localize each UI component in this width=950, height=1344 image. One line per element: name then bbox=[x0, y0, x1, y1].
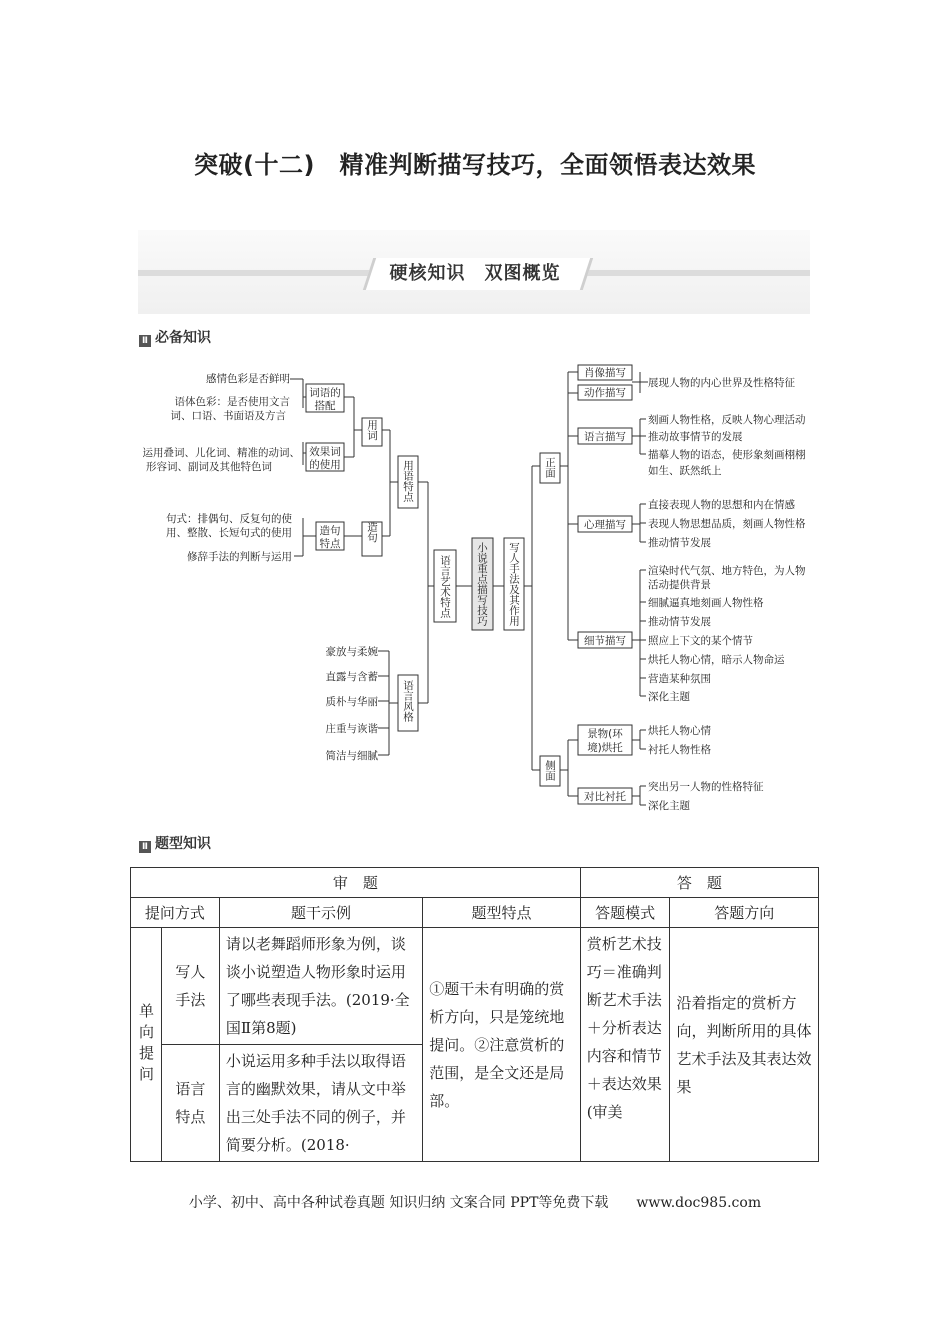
style-text: 豪放与柔婉 bbox=[325, 646, 378, 658]
cell-tedian: ①题干未有明确的赏析方向，只是笼统地提问。②注意赏析的范围，是全文还是局部。 bbox=[423, 928, 580, 1162]
cell-example-1: 请以老舞蹈师形象为例，谈谈小说塑造人物形象时运用了哪些表现手法。(2019·全国Ⅱ第8题) bbox=[219, 928, 422, 1045]
table-header-row bbox=[131, 868, 819, 898]
section-marker-icon: Ⅱ bbox=[139, 841, 151, 853]
method-label: 动作描写 bbox=[584, 387, 626, 399]
result-text: 突出另一人物的性格特征 bbox=[648, 781, 764, 793]
header-dati: 答 题 bbox=[580, 868, 818, 898]
result-text: 活动提供背景 bbox=[648, 579, 711, 591]
result-text: 渲染时代气氛、地方特色，为人物 bbox=[648, 565, 806, 577]
section-marker-icon: Ⅱ bbox=[139, 335, 151, 347]
method-label: 景物(环 bbox=[587, 728, 623, 740]
result-text: 推动故事情节的发展 bbox=[648, 431, 743, 443]
box-label-vertical: 用语特点 bbox=[402, 460, 414, 502]
method-label: 境)烘托 bbox=[587, 742, 623, 754]
box-label-vertical: 写人手法及其作用 bbox=[508, 542, 520, 626]
result-text: 照应上下文的某个情节 bbox=[648, 635, 753, 647]
style-text: 质朴与华丽 bbox=[325, 696, 378, 708]
question-type-table bbox=[130, 867, 819, 1162]
result-text: 烘托人物心情 bbox=[648, 725, 711, 737]
box-label-vertical: 语言风格 bbox=[402, 680, 414, 722]
result-text: 细腻逼真地刻画人物性格 bbox=[648, 597, 764, 609]
result-text: 如生、跃然纸上 bbox=[648, 465, 722, 477]
method-label: 语言描写 bbox=[584, 431, 626, 443]
banner-label: 硬核知识 双图概览 bbox=[389, 263, 561, 284]
box-label: 造句 bbox=[319, 525, 341, 537]
cell-moshi: 赏析艺术技巧＝准确判断艺术手法＋分析表达内容和情节＋表达效果(审美 bbox=[580, 928, 670, 1162]
leaf-text: 词、口语、书面语及方言 bbox=[170, 410, 286, 422]
page-title: 突破(十二) 精准判断描写技巧，全面领悟表达效果 bbox=[194, 151, 756, 179]
result-text: 衬托人物性格 bbox=[648, 744, 711, 756]
leaf-text: 感情色彩是否鲜明 bbox=[206, 373, 290, 385]
box-label: 的使用 bbox=[309, 459, 341, 471]
leaf-text: 形容词、副词及其他特色词 bbox=[146, 461, 272, 473]
cell-yuyan: 语言特点 bbox=[162, 1045, 220, 1162]
leaf-text: 语体色彩：是否使用文言 bbox=[174, 396, 290, 408]
box-label-vertical: 语言艺术特点 bbox=[439, 555, 451, 618]
box-label: 搭配 bbox=[314, 400, 336, 412]
col-tiwen: 提问方式 bbox=[131, 898, 220, 928]
result-text: 展现人物的内心世界及性格特征 bbox=[648, 377, 795, 389]
leaf-text: 用、整散、长短句式的使用 bbox=[166, 527, 292, 539]
result-text: 烘托人物心情，暗示人物命运 bbox=[648, 654, 785, 666]
result-text: 深化主题 bbox=[648, 691, 690, 703]
box-label-vertical: 小说重点描写技巧 bbox=[476, 542, 488, 626]
style-text: 简洁与细腻 bbox=[325, 750, 378, 762]
method-label: 细节描写 bbox=[584, 635, 626, 647]
box-label-vertical: 用词 bbox=[366, 419, 378, 441]
cell-fangxiang: 沿着指定的赏析方向，判断所用的具体艺术手法及其表达效果 bbox=[670, 928, 819, 1162]
method-label: 对比衬托 bbox=[584, 791, 626, 803]
box-label: 效果词 bbox=[309, 446, 341, 458]
cell-danxiang: 单向提问 bbox=[131, 928, 162, 1162]
col-moshi: 答题模式 bbox=[580, 898, 670, 928]
result-text: 深化主题 bbox=[648, 800, 690, 812]
result-text: 刻画人物性格，反映人物心理活动 bbox=[648, 414, 806, 426]
box-label: 特点 bbox=[319, 538, 341, 550]
col-shili: 题干示例 bbox=[219, 898, 422, 928]
page-footer: 小学、初中、高中各种试卷真题 知识归纳 文案合同 PPT等免费下载 www.doc985.com bbox=[188, 1195, 762, 1211]
cell-example-2: 小说运用多种手法以取得语言的幽默效果，请从文中举出三处手法不同的例子，并简要分析。(2018· bbox=[219, 1045, 422, 1162]
section-heading-text: 题型知识 bbox=[155, 836, 211, 852]
section-heading-knowledge bbox=[139, 327, 211, 347]
result-text: 营造某种氛围 bbox=[648, 673, 711, 685]
box-label-vertical: 侧面 bbox=[544, 760, 556, 781]
box-label: 词语的 bbox=[309, 387, 341, 399]
box-label-vertical: 正面 bbox=[544, 457, 556, 478]
method-label: 肖像描写 bbox=[584, 367, 626, 379]
box-label-vertical: 造句 bbox=[366, 521, 378, 543]
result-text: 推动情节发展 bbox=[648, 537, 711, 549]
result-text: 表现人物思想品质，刻画人物性格 bbox=[648, 518, 806, 530]
leaf-text: 运用叠词、儿化词、精准的动词、 bbox=[142, 447, 300, 459]
table-subheader-row bbox=[131, 898, 819, 928]
knowledge-mind-map bbox=[138, 360, 810, 820]
leaf-text: 句式：排偶句、反复句的使 bbox=[166, 513, 292, 525]
result-text: 直接表现人物的思想和内在情感 bbox=[648, 499, 795, 511]
col-tedian: 题型特点 bbox=[423, 898, 580, 928]
col-fangxiang: 答题方向 bbox=[670, 898, 819, 928]
cell-xieren: 写人手法 bbox=[162, 928, 220, 1045]
style-text: 庄重与诙谐 bbox=[325, 723, 378, 735]
result-text: 描摹人物的语态，使形象刻画栩栩 bbox=[648, 449, 806, 461]
method-label: 心理描写 bbox=[584, 519, 626, 531]
header-shenti: 审 题 bbox=[131, 868, 581, 898]
style-text: 直露与含蓄 bbox=[325, 671, 378, 683]
section-heading-text: 必备知识 bbox=[155, 330, 211, 346]
section-heading-question-types bbox=[139, 833, 211, 853]
table-row bbox=[131, 928, 819, 1045]
result-text: 推动情节发展 bbox=[648, 616, 711, 628]
leaf-text: 修辞手法的判断与运用 bbox=[187, 551, 292, 563]
